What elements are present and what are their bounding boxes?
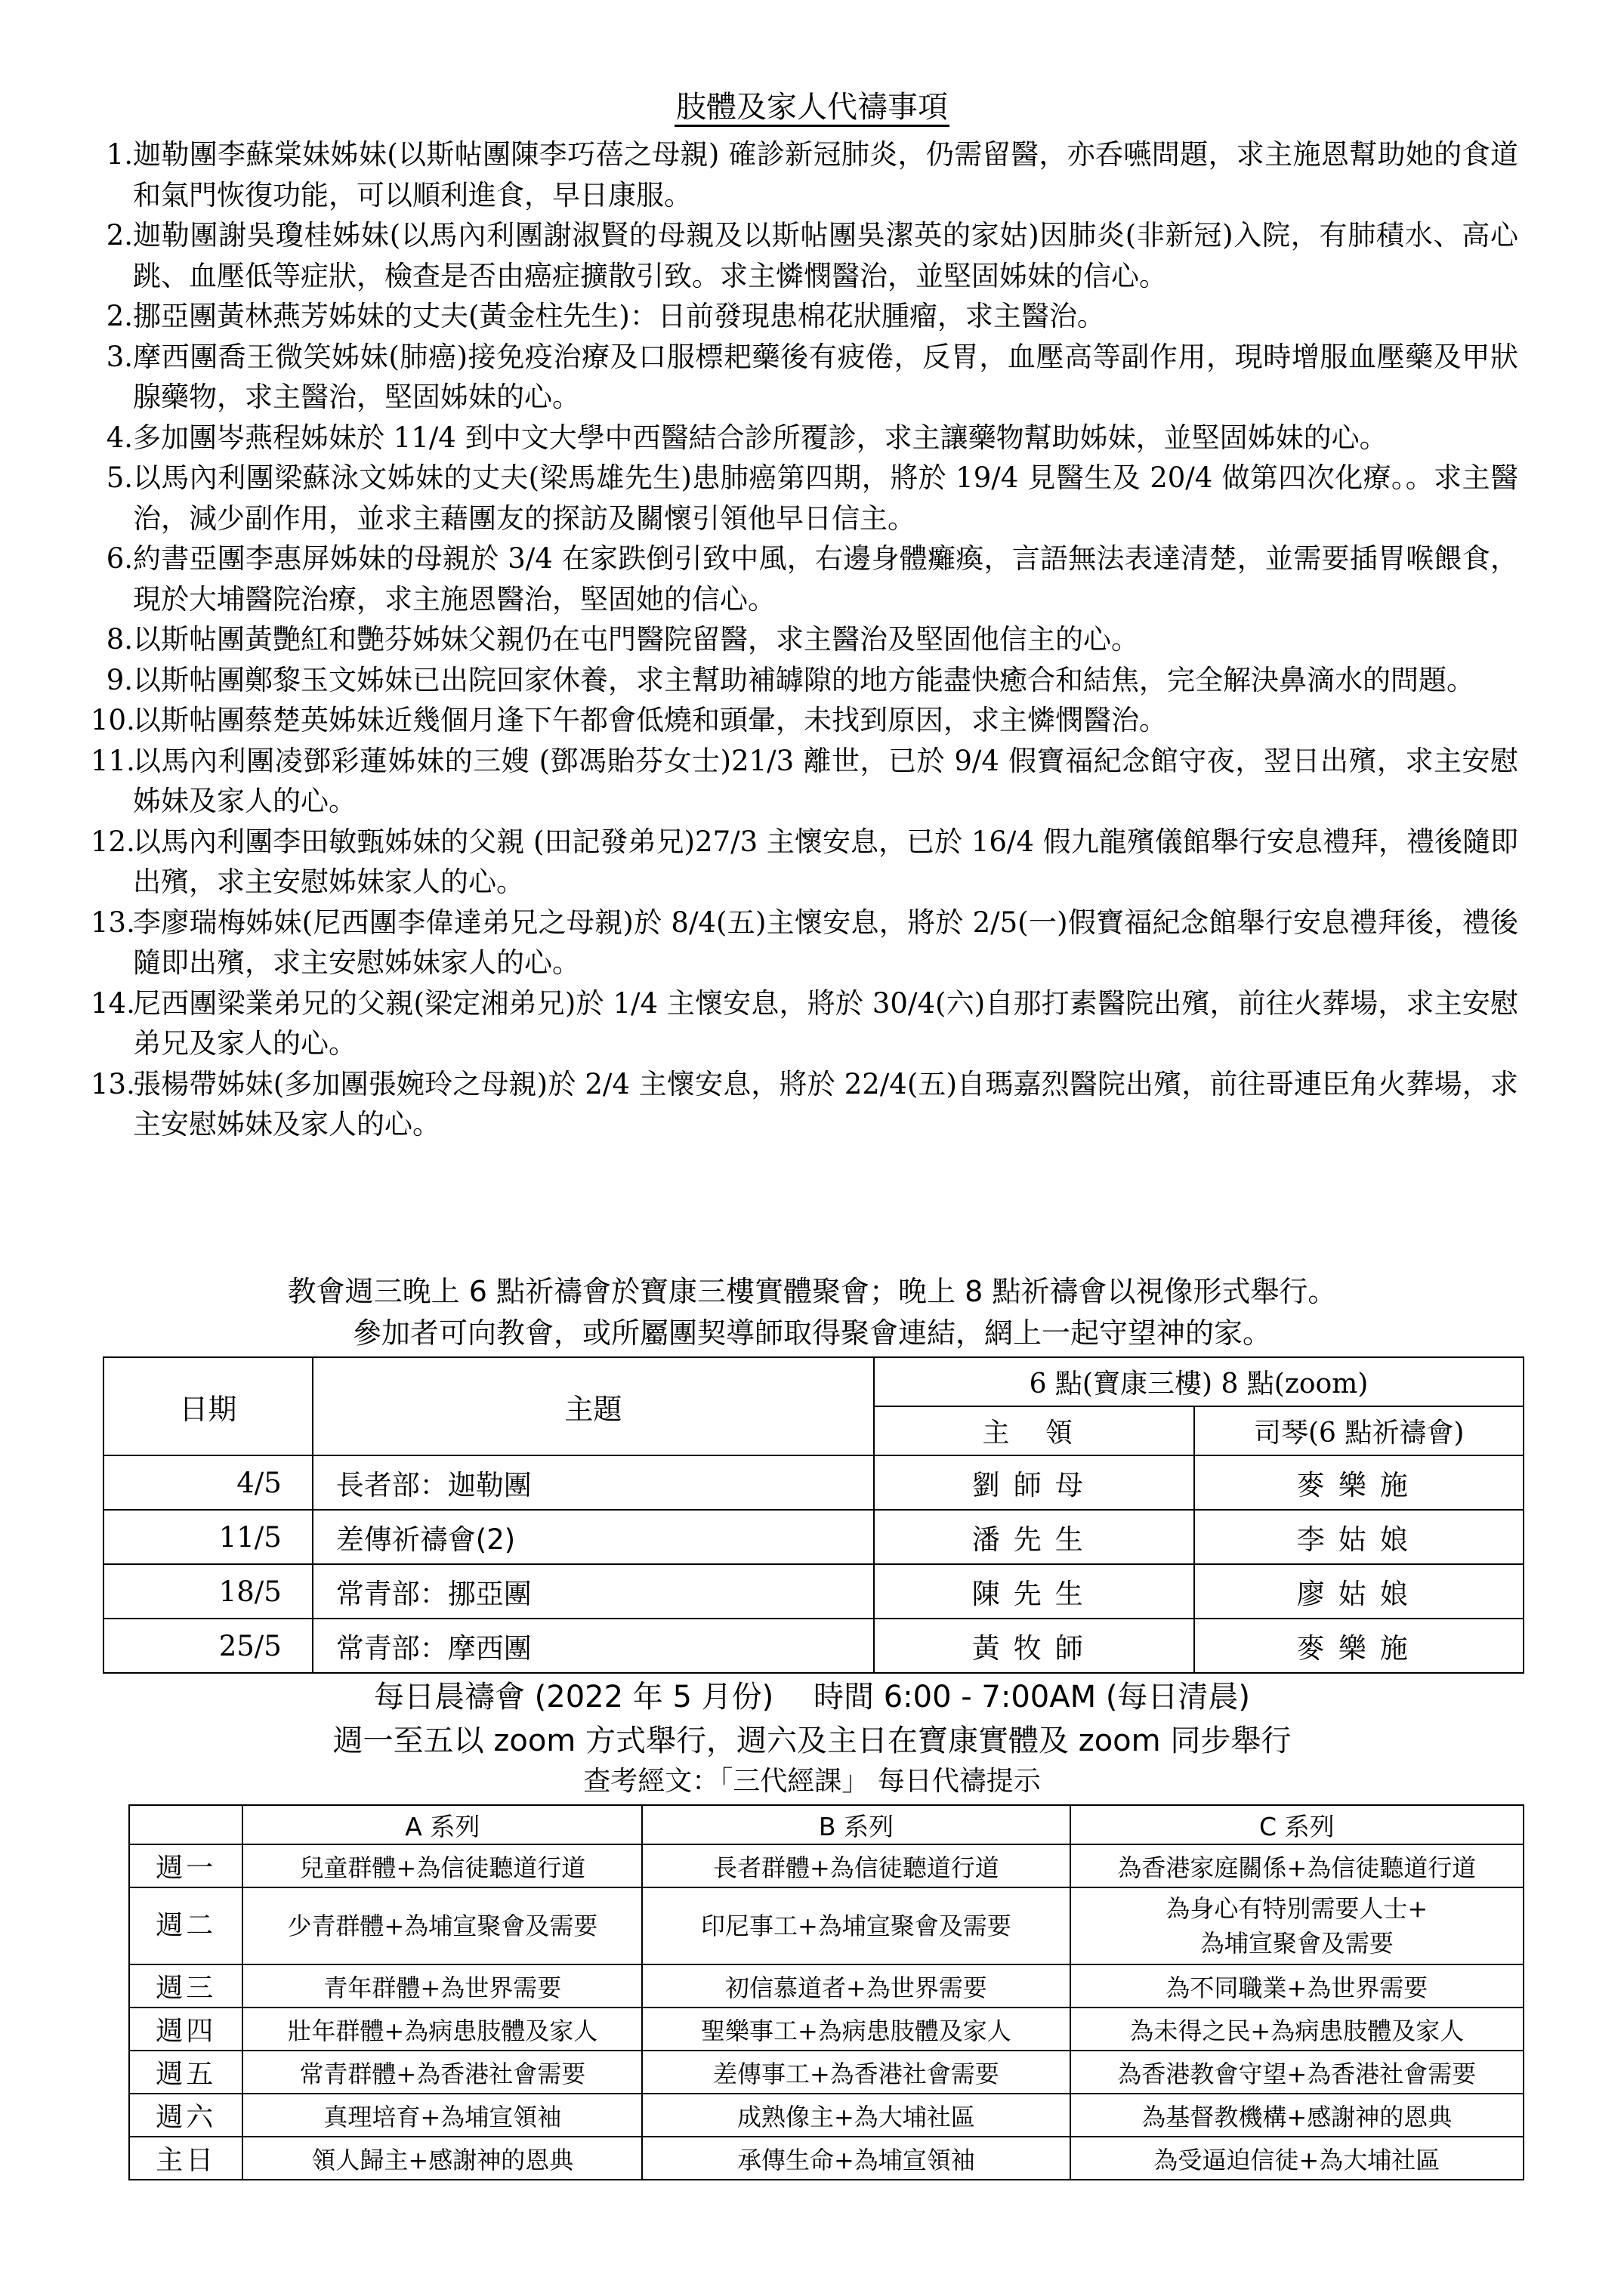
prompt-b: 印尼事工+為埔宣聚會及需要 <box>642 1887 1070 1964</box>
prompt-c-line1: 為身心有特別需要人士+ <box>1166 1894 1428 1923</box>
prompt-a: 青年群體+為世界需要 <box>242 1964 642 2008</box>
prayer-item <box>91 1064 1518 1145</box>
prompt-b: 成熟像主+為大埔社區 <box>642 2094 1070 2137</box>
prayer-item-number: 6. <box>106 542 133 575</box>
prompt-a: 壯年群體+為病患肢體及家人 <box>242 2008 642 2051</box>
prayer-item-text: 以馬內利團凌鄧彩蓮姊妹的三嫂 (鄧馮貽芬女士)21/3 離世，已於 9/4 假寶福紀念館守夜，翌日出殯，求主安慰姊妹及家人的心。 <box>133 744 1518 817</box>
schedule-theme: 差傳祈禱會(2) <box>313 1510 874 1564</box>
prayer-item-text: 多加團岑燕程姊妹於 11/4 到中文大學中西醫結合診所覆診，求主讓藥物幫助姊妹，並堅固姊妹的心。 <box>133 421 1388 454</box>
prayer-item <box>91 700 1518 741</box>
table-row <box>103 1619 1524 1673</box>
prompt-c: 為不同職業+為世界需要 <box>1070 1964 1524 2008</box>
prayer-item <box>91 418 1518 458</box>
schedule-leader: 陳先生 <box>874 1564 1195 1619</box>
schedule-date: 4/5 <box>103 1455 313 1510</box>
prompt-b: 差傳事工+為香港社會需要 <box>642 2051 1070 2094</box>
schedule-header-pianist: 司琴(6 點祈禱會) <box>1194 1406 1524 1455</box>
prayer-item-text: 以斯帖團黃艷紅和艷芬姊妹父親仍在屯門醫院留醫，求主醫治及堅固他信主的心。 <box>133 623 1139 656</box>
table-row <box>129 1844 1524 1887</box>
prayer-item-number: 13. <box>91 1067 135 1100</box>
schedule-pianist: 麥樂施 <box>1194 1619 1524 1673</box>
table-row <box>103 1455 1524 1510</box>
schedule-header-date: 日期 <box>103 1357 313 1455</box>
prayer-item-text: 以馬內利團梁蘇泳文姊妹的丈夫(梁馬雄先生)患肺癌第四期，將於 19/4 見醫生及 20/4 做第四次化療。。求主醫治，減少副作用，並求主藉團友的探訪及關懷引領他早日信主。 <box>133 461 1518 535</box>
page-title: 肢體及家人代禱事項 <box>0 86 1624 128</box>
prayer-item-text: 迦勒團謝吳瓊桂姊妹(以馬內利團謝淑賢的母親及以斯帖團吳潔英的家姑)因肺炎(非新冠)入院，有肺積水、高心跳、血壓低等症狀，檢查是否由癌症擴散引致。求主憐憫醫治，並堅固姊妹的信心。 <box>133 219 1518 292</box>
prompt-c: 為受逼迫信徒+為大埔社區 <box>1070 2137 1524 2180</box>
prayer-item-text: 摩西團喬王微笑姊妹(肺癌)接免疫治療及口服標耙藥後有疲倦，反胃，血壓高等副作用，現時增服血壓藥及甲狀腺藥物，求主醫治，堅固姊妹的心。 <box>133 340 1518 413</box>
schedule-date: 25/5 <box>103 1619 313 1673</box>
prayer-item-number: 12. <box>91 825 135 858</box>
table-row <box>103 1510 1524 1564</box>
prayer-item <box>91 458 1518 539</box>
table-row <box>129 2094 1524 2137</box>
daily-prayer-prompt-table <box>128 1804 1524 2180</box>
prompt-day: 週三 <box>129 1964 242 2008</box>
prompt-header-a: A 系列 <box>242 1805 642 1844</box>
prayer-item <box>91 903 1518 983</box>
schedule-pianist: 麥樂施 <box>1194 1455 1524 1510</box>
prayer-item <box>91 296 1518 337</box>
prayer-item-text: 以斯帖團鄭黎玉文姊妹已出院回家休養，求主幫助補罅隙的地方能盡快癒合和結焦，完全解決鼻滴水的問題。 <box>133 663 1474 696</box>
morning-prayer-scripture: 查考經文：「三代經課」 每日代禱提示 <box>583 1766 1041 1797</box>
prayer-item <box>91 983 1518 1064</box>
morning-prayer-title: 每日晨禱會 (2022 年 5 月份) 時間 6:00 - 7:00AM (每日清晨) <box>373 1680 1251 1714</box>
prompt-a: 少青群體+為埔宣聚會及需要 <box>242 1887 642 1964</box>
prayer-item-number: 5. <box>106 461 133 494</box>
table-row <box>103 1564 1524 1619</box>
schedule-theme: 長者部：迦勒團 <box>313 1455 874 1510</box>
prayer-item-number: 4. <box>106 421 133 454</box>
prayer-item <box>91 741 1518 822</box>
prompt-header-b: B 系列 <box>642 1805 1070 1844</box>
prompt-b: 長者群體+為信徒聽道行道 <box>642 1844 1070 1887</box>
prompt-a: 常青群體+為香港社會需要 <box>242 2051 642 2094</box>
prayer-item-text: 以斯帖團蔡楚英姊妹近幾個月逢下午都會低燒和頭暈，未找到原因，求主憐憫醫治。 <box>133 704 1167 736</box>
prayer-item-text: 尼西團梁業弟兄的父親(梁定湘弟兄)於 1/4 主懷安息，將於 30/4(六)自那打素醫院出殯，前往火葬場，求主安慰弟兄及家人的心。 <box>133 986 1518 1060</box>
prayer-item-number: 9. <box>106 663 133 696</box>
prayer-list <box>91 134 1518 1145</box>
prompt-day: 週二 <box>129 1887 242 1964</box>
prayer-item-text: 李廖瑞梅姊妹(尼西團李偉達弟兄之母親)於 8/4(五)主懷安息，將於 2/5(一)假寶福紀念館舉行安息禮拜後，禮後隨即出殯，求主安慰姊妹家人的心。 <box>133 906 1518 979</box>
schedule-date: 11/5 <box>103 1510 313 1564</box>
morning-prayer-format: 週一至五以 zoom 方式舉行，週六及主日在寶康實體及 zoom 同步舉行 <box>332 1724 1292 1758</box>
prompt-day: 週四 <box>129 2008 242 2051</box>
prompt-c-line2: 為埔宣聚會及需要 <box>1199 1929 1394 1958</box>
prayer-item <box>91 822 1518 903</box>
prayer-item-number: 3. <box>106 340 133 373</box>
schedule-header-group: 6 點(寶康三樓) 8 點(zoom) <box>874 1357 1524 1406</box>
table-row <box>129 2008 1524 2051</box>
schedule-date: 18/5 <box>103 1564 313 1619</box>
schedule-header-leader: 主 領 <box>874 1406 1195 1455</box>
prompt-c: 為基督教機構+感謝神的恩典 <box>1070 2094 1524 2137</box>
prompt-day: 主日 <box>129 2137 242 2180</box>
prayer-item <box>91 337 1518 418</box>
table-row <box>129 2137 1524 2180</box>
prayer-item-number: 8. <box>106 623 133 656</box>
schedule-leader: 潘先生 <box>874 1510 1195 1564</box>
prompt-a: 兒童群體+為信徒聽道行道 <box>242 1844 642 1887</box>
prayer-item-number: 14. <box>91 986 135 1020</box>
prayer-item-number: 2. <box>106 300 133 332</box>
prompt-b: 初信慕道者+為世界需要 <box>642 1964 1070 2008</box>
prompt-day: 週五 <box>129 2051 242 2094</box>
prayer-item-text: 張楊帶姊妹(多加團張婉玲之母親)於 2/4 主懷安息，將於 22/4(五)自瑪嘉烈醫院出殯，前往哥連臣角火葬場，求主安慰姊妹及家人的心。 <box>133 1067 1518 1140</box>
schedule-header-theme: 主題 <box>313 1357 874 1455</box>
schedule-leader: 劉師母 <box>874 1455 1195 1510</box>
prompt-c: 為未得之民+為病患肢體及家人 <box>1070 2008 1524 2051</box>
prompt-c <box>1070 1887 1524 1964</box>
prayer-item <box>91 134 1518 215</box>
prayer-item <box>91 215 1518 296</box>
schedule-pianist: 李姑娘 <box>1194 1510 1524 1564</box>
prayer-item-text: 挪亞團黃林燕芳姊妹的丈夫(黃金柱先生)：日前發現患棉花狀腫瘤，求主醫治。 <box>133 300 1105 332</box>
prayer-item-text: 以馬內利團李田敏甄姊妹的父親 (田記發弟兄)27/3 主懷安息，已於 16/4 假九龍殯儀館舉行安息禮拜，禮後隨即出殯，求主安慰姊妹家人的心。 <box>133 825 1518 898</box>
prompt-day: 週六 <box>129 2094 242 2137</box>
prompt-c: 為香港教會守望+為香港社會需要 <box>1070 2051 1524 2094</box>
prayer-meeting-schedule-table <box>103 1356 1524 1674</box>
prompt-b: 承傳生命+為埔宣領袖 <box>642 2137 1070 2180</box>
prompt-header-row <box>129 1805 1524 1844</box>
prayer-item-number: 13. <box>91 906 135 939</box>
table-row <box>129 1964 1524 2008</box>
schedule-theme: 常青部：摩西團 <box>313 1619 874 1673</box>
prompt-a: 領人歸主+感謝神的恩典 <box>242 2137 642 2180</box>
prayer-item-text: 迦勒團李蘇棠妹姊妹(以斯帖團陳李巧蓓之母親) 確診新冠肺炎，仍需留醫，亦呑嚥問題，求主施恩幫助她的食道和氣門恢復功能，可以順利進食，早日康服。 <box>133 138 1518 211</box>
table-row <box>129 2051 1524 2094</box>
schedule-leader: 黃牧師 <box>874 1619 1195 1673</box>
prompt-a: 真理培育+為埔宣領袖 <box>242 2094 642 2137</box>
prayer-item-number: 2. <box>106 219 133 252</box>
table-row <box>129 1887 1524 1964</box>
prayer-item <box>91 660 1518 701</box>
prompt-header-c: C 系列 <box>1070 1805 1524 1844</box>
prayer-item-number: 11. <box>91 744 135 777</box>
prayer-item <box>91 539 1518 619</box>
prompt-day: 週一 <box>129 1844 242 1887</box>
prayer-meeting-notice: 教會週三晚上 6 點祈禱會於寶康三樓實體聚會；晚上 8 點祈禱會以視像形式舉行。 <box>287 1275 1337 1308</box>
prayer-item-number: 10. <box>91 704 135 736</box>
prayer-item-text: 約書亞團李惠屏姊妹的母親於 3/4 在家跌倒引致中風，右邊身體癱瘓，言語無法表達清楚，並需要插胃喉餵食，現於大埔醫院治療，求主施恩醫治，堅固她的信心。 <box>133 542 1518 616</box>
prayer-meeting-link-notice: 參加者可向教會，或所屬團契導師取得聚會連結，網上一起守望神的家。 <box>352 1316 1271 1350</box>
prayer-item <box>91 619 1518 660</box>
schedule-header-row <box>103 1357 1524 1406</box>
prayer-item-number: 1. <box>106 138 133 171</box>
prompt-c: 為香港家庭關係+為信徒聽道行道 <box>1070 1844 1524 1887</box>
schedule-theme: 常青部：挪亞團 <box>313 1564 874 1619</box>
prompt-b: 聖樂事工+為病患肢體及家人 <box>642 2008 1070 2051</box>
schedule-pianist: 廖姑娘 <box>1194 1564 1524 1619</box>
prompt-header-blank <box>129 1805 242 1844</box>
